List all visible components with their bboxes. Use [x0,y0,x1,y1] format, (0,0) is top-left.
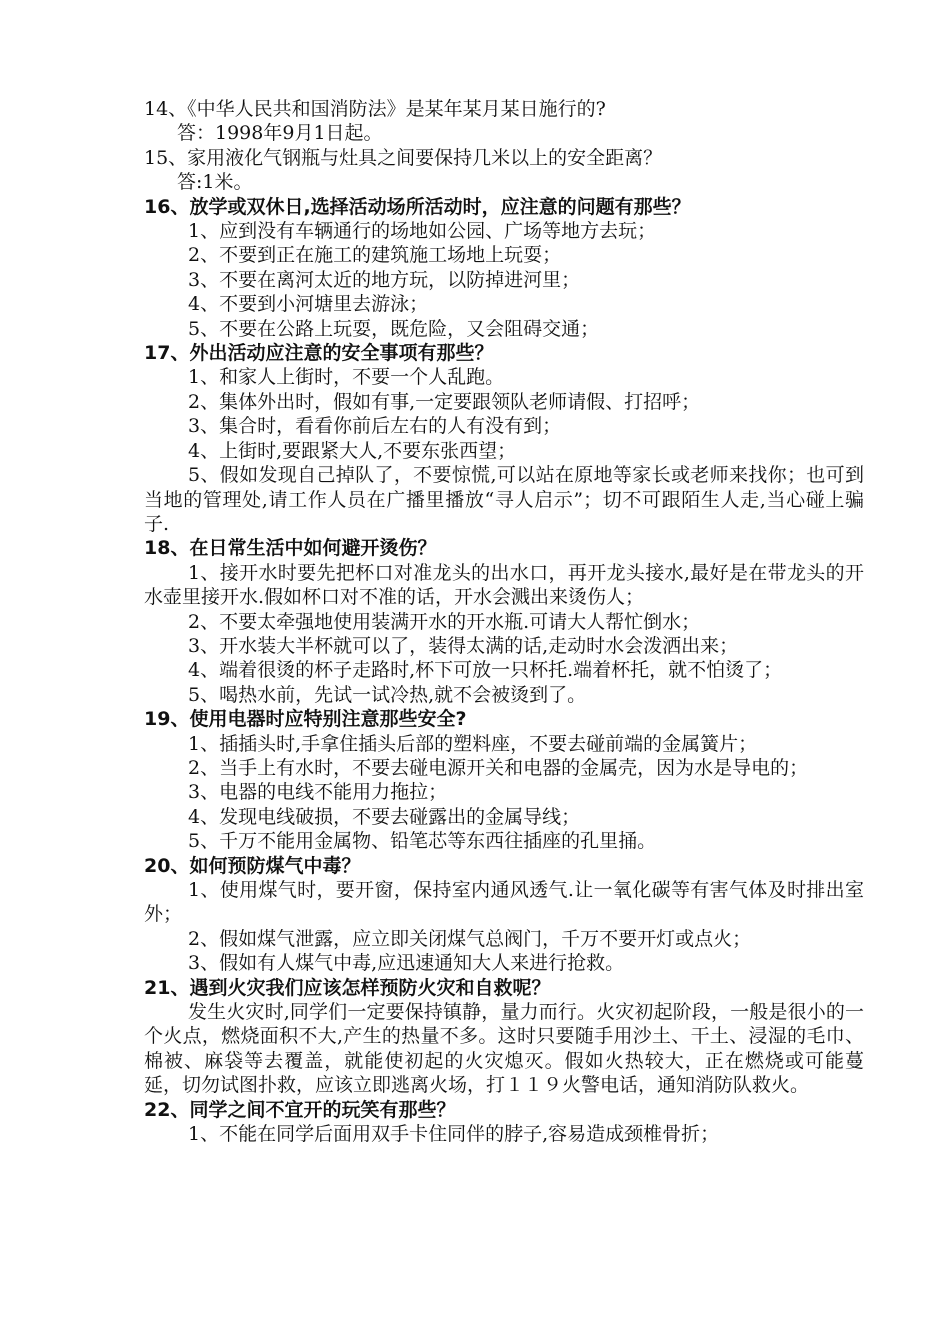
answer-paragraph: 2、不要到正在施工的建筑施工场地上玩耍； [188,244,562,267]
answer-paragraph: 5、不要在公路上玩耍，既危险，又会阻碍交通； [188,317,600,340]
answer-paragraph: 1、应到没有车辆通行的场地如公园、广场等地方去玩； [188,220,657,243]
answer-paragraph: 3、不要在离河太近的地方玩，以防掉进河里； [188,268,581,291]
qa-section [144,1098,864,1147]
answer-paragraph: 5、喝热水前，先试一试冷热,就不会被烫到了。 [188,683,587,706]
qa-section [144,976,864,1098]
answer-paragraph: 3、开水装大半杯就可以了，装得太满的话,走动时水会泼洒出来； [188,634,739,657]
answer-paragraph: 2、当手上有水时，不要去碰电源开关和电器的金属壳，因为水是导电的； [188,756,809,779]
answer-paragraph: 4、不要到小河塘里去游泳； [188,293,429,316]
qa-section [144,341,864,536]
answer-paragraph: 答：1998年9月1日起。 [177,122,383,145]
question-heading: 21、遇到火灾我们应该怎样预防火灾和自救呢？ [144,976,551,999]
answer-paragraph: 发生火灾时,同学们一定要保持镇静，量力而行。火灾初起阶段，一般是很小的一个火点，燃烧面积不大,产生的热量不多。这时只要随手用沙土、干土、浸湿的毛巾、棉被、麻袋等去覆盖，就能使初起的火灾熄灭。假如火热较大，正在燃烧或可能蔓延，切勿试图扑救，应该立即逃离火场，打１１９火警电话，通知消防队救火。 [144,1001,864,1097]
qa-section [144,97,864,146]
question-heading: 15、家用液化气钢瓶与灶具之间要保持几米以上的安全距离？ [144,146,663,169]
answer-paragraph: 3、假如有人煤气中毒,应迅速通知大人来进行抢救。 [188,952,625,975]
answer-paragraph: 3、电器的电线不能用力拖拉； [188,781,448,804]
answer-paragraph: 2、假如煤气泄露，应立即关闭煤气总阀门，千万不要开灯或点火； [188,927,752,950]
answer-paragraph: 1、插插头时,手拿住插头后部的塑料座，不要去碰前端的金属簧片； [188,732,758,755]
question-heading: 16、放学或双休日,选择活动场所活动时，应注意的问题有那些？ [144,195,691,218]
answer-paragraph: 2、集体外出时，假如有事,一定要跟领队老师请假、打招呼； [188,390,701,413]
qa-section [144,707,864,853]
answer-paragraph: 4、端着很烫的杯子走路时,杯下可放一只杯托.端着杯托，就不怕烫了； [188,659,783,682]
document-page [144,97,864,1146]
question-heading: 20、如何预防煤气中毒？ [144,854,361,877]
question-heading: 18、在日常生活中如何避开烫伤？ [144,537,437,560]
question-heading: 19、使用电器时应特别注意那些安全? [144,708,467,731]
answer-paragraph: 1、使用煤气时，要开窗，保持室内通风透气.让一氧化碳等有害气体及时排出室外； [144,879,864,926]
question-heading: 22、同学之间不宜开的玩笑有那些？ [144,1098,456,1121]
answer-paragraph: 答:1米。 [177,171,253,194]
answer-paragraph: 1、和家人上街时，不要一个人乱跑。 [188,366,505,389]
answer-paragraph: 3、集合时，看看你前后左右的人有没有到； [188,415,562,438]
answer-paragraph: 1、接开水时要先把杯口对准龙头的出水口，再开龙头接水,最好是在带龙头的开水壶里接开水.假如杯口对不准的话，开水会溅出来烫伤人； [144,561,864,609]
answer-paragraph: 1、不能在同学后面用双手卡住同伴的脖子,容易造成颈椎骨折； [188,1123,720,1146]
qa-section [144,195,864,341]
answer-paragraph: 5、假如发现自己掉队了，不要惊慌,可以站在原地等家长或老师来找你；也可到当地的管理处,请工作人员在广播里播放“寻人启示”；切不可跟陌生人走,当心碰上骗子. [144,464,864,535]
question-heading: 14、《中华人民共和国消防法》是某年某月某日施行的? [144,98,606,120]
answer-paragraph: 5、千万不能用金属物、铅笔芯等东西往插座的孔里捅。 [188,830,657,853]
qa-section [144,536,864,707]
qa-section [144,854,864,976]
answer-paragraph: 4、上街时,要跟紧大人,不要东张西望； [188,439,517,462]
answer-paragraph: 2、不要太牵强地使用装满开水的开水瓶.可请大人帮忙倒水； [188,610,701,633]
qa-section [144,146,864,195]
answer-paragraph: 4、发现电线破损，不要去碰露出的金属导线； [188,805,581,828]
question-heading: 17、外出活动应注意的安全事项有那些？ [144,342,494,365]
